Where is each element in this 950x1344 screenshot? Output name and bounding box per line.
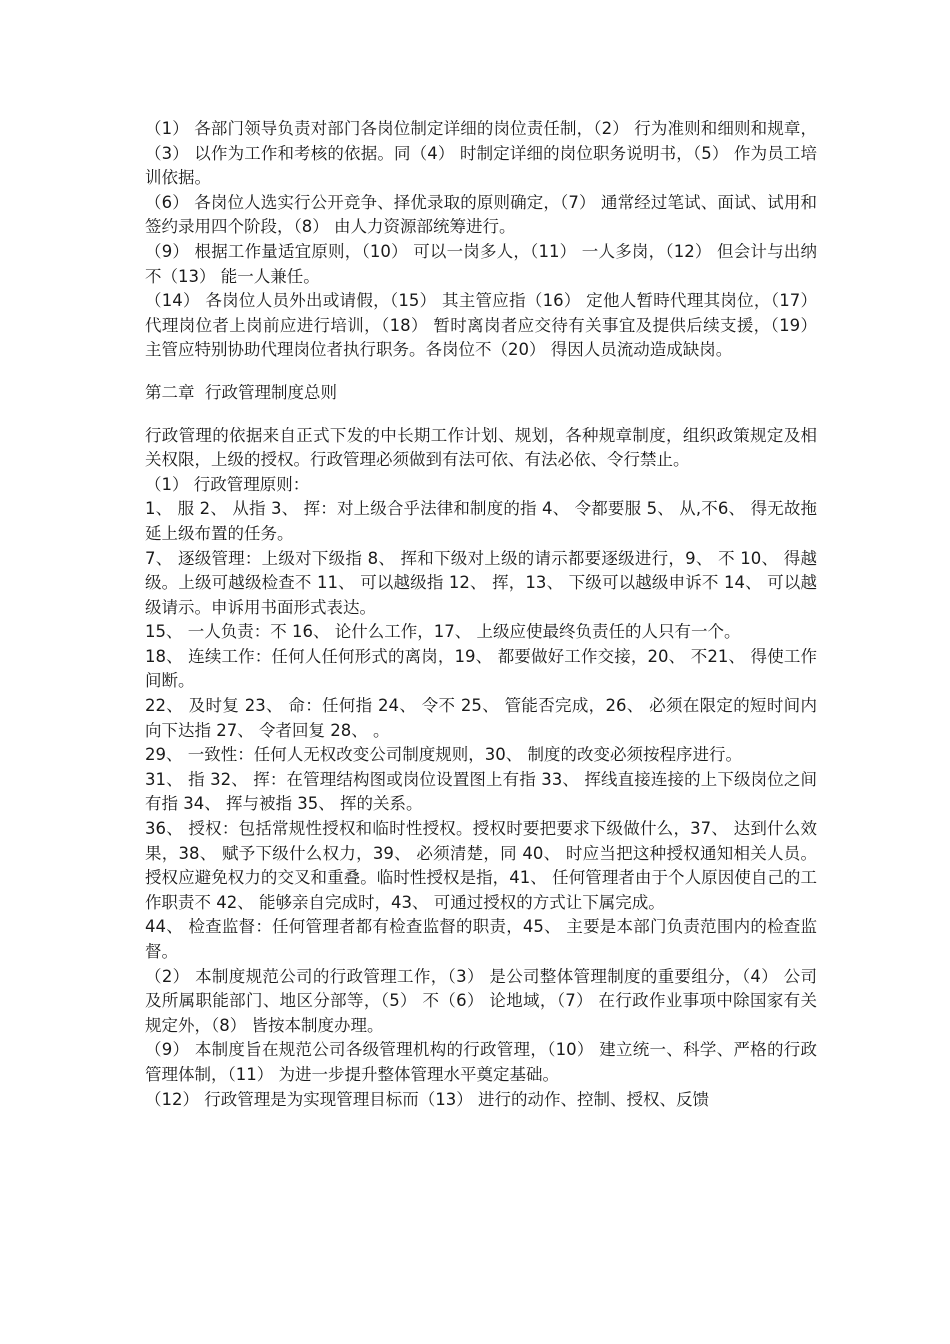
paragraph-consistency: 29、 一致性：任何人无权改变公司制度规则，30、 制度的改变必须按程序进行。 [145, 745, 742, 765]
paragraph-levels: 7、 逐级管理：上级对下级指 8、 挥和下级对上级的请示都要逐级进行，9、 不 10、 得越级。上级可越级检查不 11、 可以越级指 12、 挥，13、 下级可以越级申诉不 14、 可以越级请示。申诉用书面形式表达。 [145, 548, 817, 617]
paragraph-command: 31、 指 32、 挥：在管理结构图或岗位设置图上有指 33、 挥线直接连接的上下级岗位之间有指 34、 挥与被指 35、 挥的关系。 [145, 769, 817, 814]
paragraph-4: （14） 各岗位人员外出或请假，（15） 其主管应指（16） 定他人暂時代理其岗位，（17） 代理岗位者上岗前应进行培训，（18） 暂时离岗者应交待有关事宜及提供后续支援，（19） 主管应特别协助代理岗位者执行职务。各岗位不（20） 得因人员流动造成缺岗。 [145, 291, 823, 360]
document-page [145, 117, 823, 1112]
paragraph-obey: 1、 服 2、 从指 3、 挥：对上级合乎法律和制度的指 4、 令都要服 5、 从,不6、 得无故拖延上级布置的任务。 [145, 499, 817, 543]
paragraph-definition: （12） 行政管理是为实现管理目标而（13） 进行的动作、控制、授权、反馈 [145, 1089, 709, 1109]
paragraph-intro: 行政管理的依据来自正式下发的中长期工作计划、规划，各种规章制度，组织政策规定及相关权限，上级的授权。行政管理必须做到有法可依、有法必依、令行禁止。 [145, 425, 817, 470]
paragraph-scope: （2） 本制度规范公司的行政管理工作，（3） 是公司整体管理制度的重要组分，（4） 公司及所属职能部门、地区分部等，（5） 不（6） 论地域，（7） 在行政作业事项中除国家有关规定外，（8） 皆按本制度办理。 [145, 966, 817, 1035]
paragraph-principles-title: （1） 行政管理原则： [145, 474, 310, 494]
paragraph-1: （1） 各部门领导负责对部门各岗位制定详细的岗位责任制，（2） 行为准则和细则和规章，（3） 以作为工作和考核的依据。同（4） 时制定详细的岗位职务说明书，（5） 作为员工培训依据。 [145, 119, 817, 188]
paragraph-one-person: 15、 一人负责：不 16、 论什么工作，17、 上级应使最终负责任的人只有一个。 [145, 622, 741, 642]
paragraph-report: 22、 及时复 23、 命：任何指 24、 令不 25、 管能否完成，26、 必须在限定的短时间内向下达指 27、 令者回复 28、 。 [145, 696, 817, 740]
paragraph-3: （9） 根据工作量适宜原则，（10） 可以一岗多人，（11） 一人多岗，（12） 但会计与出纳不（13） 能一人兼任。 [145, 241, 817, 286]
paragraph-supervision: 44、 检查监督：任何管理者都有检查监督的职责，45、 主要是本部门负责范围内的检查监督。 [145, 917, 817, 961]
paragraph-purpose: （9） 本制度旨在规范公司各级管理机构的行政管理，（10） 建立统一、科学、严格的行政管理体制，（11） 为进一步提升整体管理水平奠定基础。 [145, 1040, 817, 1084]
paragraph-authorization: 36、 授权：包括常规性授权和临时性授权。授权时要把要求下级做什么，37、 达到什么效果，38、 赋予下级什么权力，39、 必须清楚，同 40、 时应当把这种授权通知相关人员。授权应避免权力的交叉和重叠。临时性授权是指，41、 任何管理者由于个人原因使自己的工作职责不 42、 能够亲自完成时，43、 可通过授权的方式让下属完成。 [145, 819, 817, 912]
paragraph-continuous: 18、 连续工作：任何人任何形式的离岗，19、 都要做好工作交接，20、 不21、 得使工作间断。 [145, 646, 817, 691]
chapter-heading: 第二章 行政管理制度总则 [145, 382, 337, 402]
paragraph-2: （6） 各岗位人选实行公开竞争、择优录取的原则确定，（7） 通常经过笔试、面试、试用和签约录用四个阶段，（8） 由人力资源部统筹进行。 [145, 192, 817, 237]
